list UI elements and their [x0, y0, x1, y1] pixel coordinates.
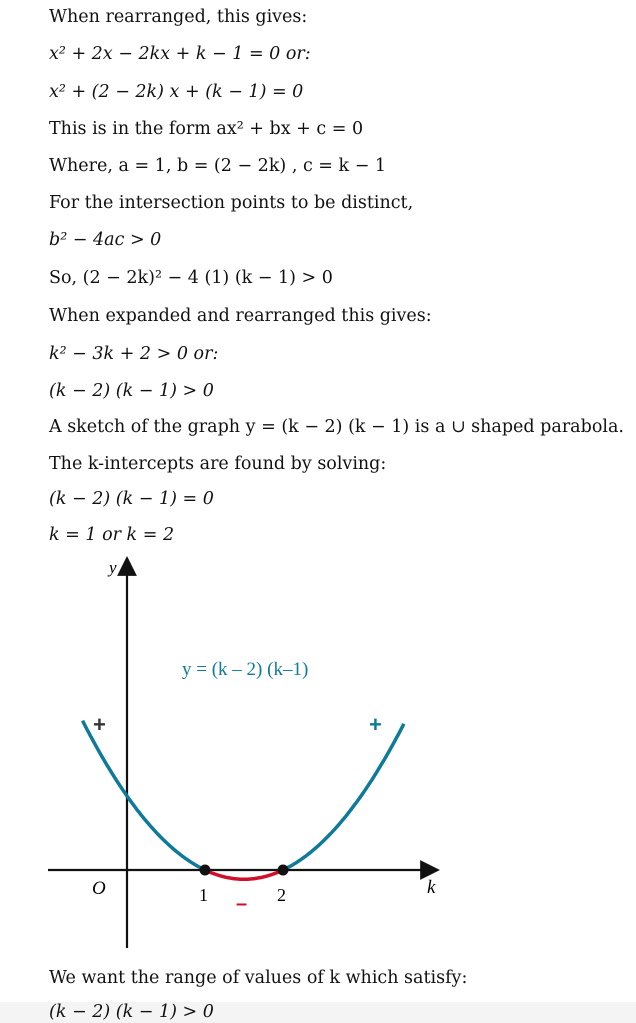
root-point-2 — [278, 865, 289, 876]
text-line-14: (k − 2) (k − 1) = 0 — [49, 489, 214, 509]
text-line-6: For the intersection points to be distinct, — [49, 193, 414, 213]
text-line-11: (k − 2) (k − 1) > 0 — [49, 381, 214, 401]
text-line-9: When expanded and rearranged this gives: — [49, 306, 432, 326]
text-line-4: This is in the form ax² + bx + c = 0 — [49, 119, 364, 139]
text-line-1: When rearranged, this gives: — [49, 7, 308, 27]
text-line-13: The k-intercepts are found by solving: — [49, 454, 387, 474]
y-axis-label: y — [109, 558, 117, 577]
root-label-2: 2 — [277, 885, 286, 905]
sign-minus-middle: – — [236, 893, 248, 915]
text-line-17: (k − 2) (k − 1) > 0 — [49, 1002, 214, 1022]
text-line-7: b² − 4ac > 0 — [49, 230, 162, 250]
curve-positive-right — [283, 724, 404, 870]
curve-negative-segment — [205, 870, 283, 879]
origin-label: O — [92, 878, 106, 899]
x-axis-label: k — [427, 877, 436, 898]
text-line-3: x² + (2 − 2k) x + (k − 1) = 0 — [49, 82, 304, 102]
root-point-1 — [200, 865, 211, 876]
text-line-15: k = 1 or k = 2 — [49, 525, 175, 545]
text-line-5: Where, a = 1, b = (2 − 2k) , c = k − 1 — [49, 156, 387, 176]
text-line-12: A sketch of the graph y = (k − 2) (k − 1) is a ∪ shaped parabola. — [49, 417, 624, 437]
equation-label: y = (k – 2) (k–1) — [182, 659, 309, 680]
sign-plus-left: + — [93, 712, 106, 737]
root-label-1: 1 — [199, 885, 208, 905]
text-line-10: k² − 3k + 2 > 0 or: — [49, 344, 219, 364]
sign-plus-right: + — [369, 712, 382, 737]
text-line-8: So, (2 − 2k)² − 4 (1) (k − 1) > 0 — [49, 268, 333, 288]
curve-positive-left — [83, 721, 206, 870]
parabola-graph — [0, 548, 636, 958]
text-line-2: x² + 2x − 2kx + k − 1 = 0 or: — [49, 44, 311, 64]
text-line-16: We want the range of values of k which satisfy: — [49, 968, 468, 988]
